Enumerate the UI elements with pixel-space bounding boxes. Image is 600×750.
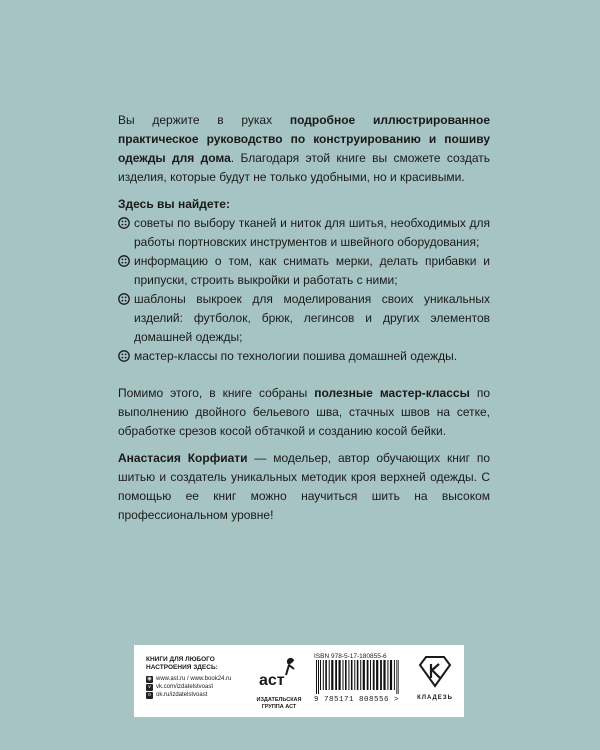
ast-logo-text: аст xyxy=(259,672,285,689)
intro-text-end: . Благодаря этой книге вы сможете создать изделия, которые будут не только удобными, но и красивыми. xyxy=(118,151,490,184)
intro-paragraph xyxy=(118,111,490,187)
ok-link[interactable]: ok.ru/izdatelstvoast xyxy=(156,692,208,698)
promo-block xyxy=(146,656,246,699)
diamond-k-icon xyxy=(417,653,453,689)
author-paragraph xyxy=(118,449,490,525)
list-item xyxy=(118,252,490,290)
website-link[interactable]: www.ast.ru / www.book24.ru xyxy=(156,676,232,682)
author-name: Анастасия Корфиати xyxy=(118,451,248,465)
button-bullet-icon xyxy=(118,293,130,305)
button-bullet-icon xyxy=(118,217,130,229)
list-item xyxy=(118,290,490,347)
vk-icon: v xyxy=(146,684,153,691)
button-bullet-icon xyxy=(118,350,130,362)
features-list xyxy=(118,214,490,366)
author-text: — модельер, автор обучающих книг по шитью и создатель уникальных методик кроя верхней одежды. С помощью ее книг можно научиться шить на высоком профессиональном уровне! xyxy=(118,451,490,522)
button-bullet-icon xyxy=(118,255,130,267)
barcode-icon xyxy=(314,660,399,694)
extra-text: Помимо этого, в книге собраны xyxy=(118,386,315,400)
list-item xyxy=(118,347,490,366)
publisher-caption: ИЗДАТЕЛЬСКАЯ ГРУППА АСТ xyxy=(256,697,302,710)
vk-link[interactable]: vk.com/izdatelstvoast xyxy=(156,684,214,690)
promo-title: КНИГИ ДЛЯ ЛЮБОГО НАСТРОЕНИЯ ЗДЕСЬ: xyxy=(146,656,218,671)
features-section xyxy=(118,195,490,366)
intro-bold: подробное иллюстрированное практическое руководство по конструированию и пошиву одежды для дома xyxy=(118,113,490,165)
ast-logo-icon xyxy=(256,655,302,691)
list-item-text: информацию о том, как снимать мерки, делать прибавки и припуски, строить выкройки и работать с ними; xyxy=(134,254,490,287)
promo-link-row xyxy=(146,691,246,699)
back-cover-footer xyxy=(134,645,464,717)
extra-paragraph xyxy=(118,384,490,441)
barcode-number: 9 785171 808556 > xyxy=(314,696,400,704)
list-item-text: мастер-классы по технологии пошива домашней одежды. xyxy=(134,349,458,363)
web-icon: ◉ xyxy=(147,675,152,682)
ok-icon: o xyxy=(146,692,153,699)
isbn-block xyxy=(314,653,399,704)
promo-link-row xyxy=(146,675,246,683)
list-item-text: шаблоны выкроек для моделирования своих уникальных изделий: футболок, брюк, легинсов и других элементов домашней одежды; xyxy=(134,292,490,344)
list-item xyxy=(118,214,490,252)
features-heading: Здесь вы найдете: xyxy=(118,197,230,211)
extra-text-end: по выполнению двойного бельевого шва, стачных швов на сетке, обработке срезов косой обтачкой и созданию косой бейки. xyxy=(118,386,491,438)
isbn-text: ISBN 978-5-17-180855-6 xyxy=(314,653,387,660)
intro-text: Вы держите в руках xyxy=(118,113,290,127)
publisher-logo xyxy=(254,655,304,711)
promo-link-row xyxy=(146,683,246,691)
extra-bold: полезные мастер-классы xyxy=(314,386,470,400)
imprint-name: КЛАДЕЗЬ xyxy=(417,695,453,701)
imprint-logo xyxy=(410,653,460,701)
list-item-text: советы по выбору тканей и ниток для шитья, необходимых для работы портновских инструментов и швейного оборудования; xyxy=(134,216,490,249)
